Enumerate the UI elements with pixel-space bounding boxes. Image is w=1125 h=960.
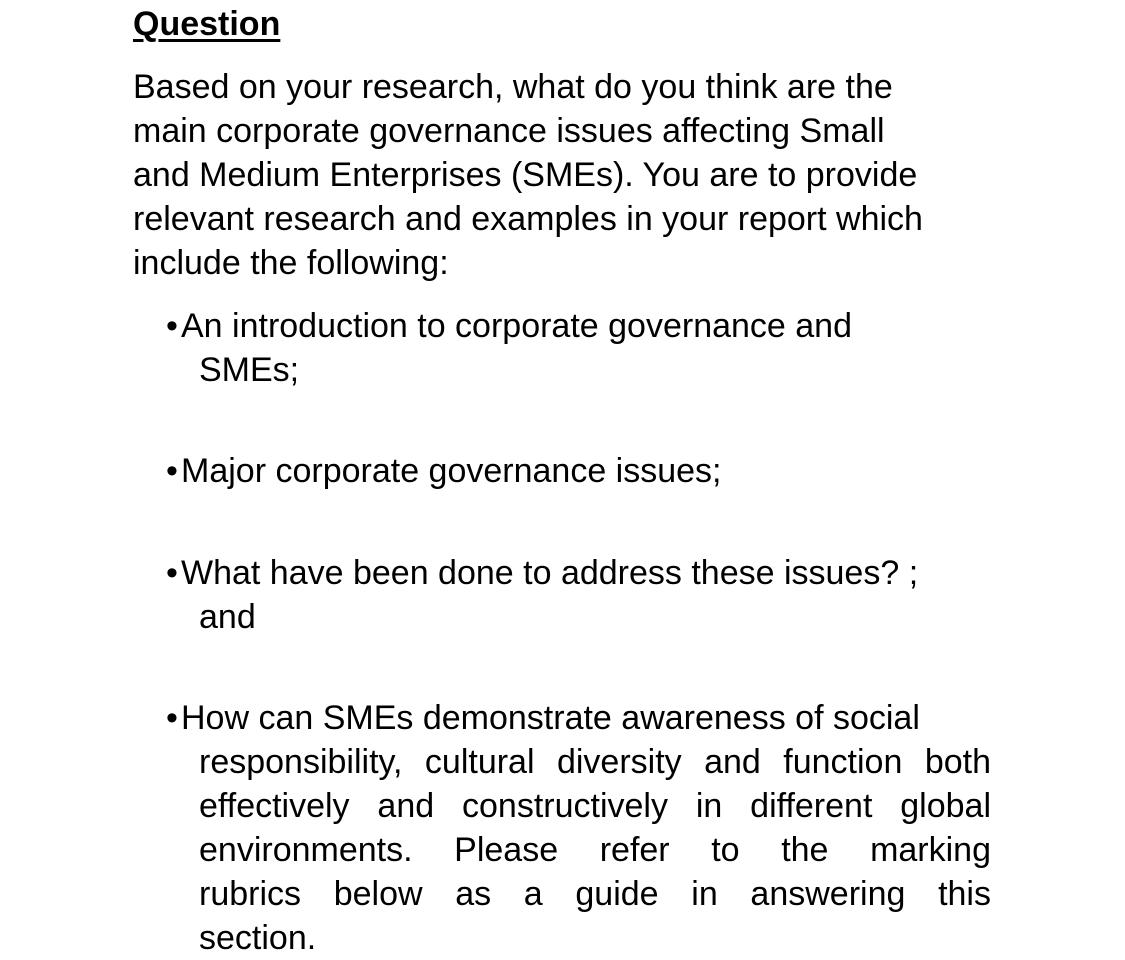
intro-line: Based on your research, what do you think are the <box>133 68 893 106</box>
intro-line: include the following: <box>133 244 449 282</box>
list-item <box>165 696 993 960</box>
list-item <box>165 551 993 639</box>
bullet-icon: • <box>166 452 178 490</box>
intro-line: and Medium Enterprises (SMEs). You are to provide <box>133 156 918 194</box>
bullet-icon: • <box>166 699 178 737</box>
bullet-icon: • <box>166 554 178 592</box>
list-item-text: and <box>199 598 256 636</box>
list-item-text: rubrics below as a guide in answering this <box>199 875 991 913</box>
list-item-text: environments. Please refer to the marking <box>199 831 991 869</box>
bullet-icon: • <box>166 307 178 345</box>
list-item-text: What have been done to address these issues? ; <box>181 554 919 592</box>
question-intro <box>133 65 993 285</box>
intro-line: main corporate governance issues affecting Small <box>133 112 885 150</box>
list-item-text: SMEs; <box>199 351 300 389</box>
list-item <box>165 449 993 493</box>
list-item-text: effectively and constructively in different global <box>199 787 991 825</box>
list-item-text: Major corporate governance issues; <box>181 452 722 490</box>
list-item-text: How can SMEs demonstrate awareness of social <box>181 699 920 737</box>
list-item-text: An introduction to corporate governance and <box>181 307 853 345</box>
list-item <box>165 304 993 392</box>
list-item-text: responsibility, cultural diversity and function both <box>199 743 991 781</box>
intro-line: relevant research and examples in your report which <box>133 200 923 238</box>
question-heading: Question <box>133 5 281 43</box>
list-item-text: section. <box>199 919 317 957</box>
